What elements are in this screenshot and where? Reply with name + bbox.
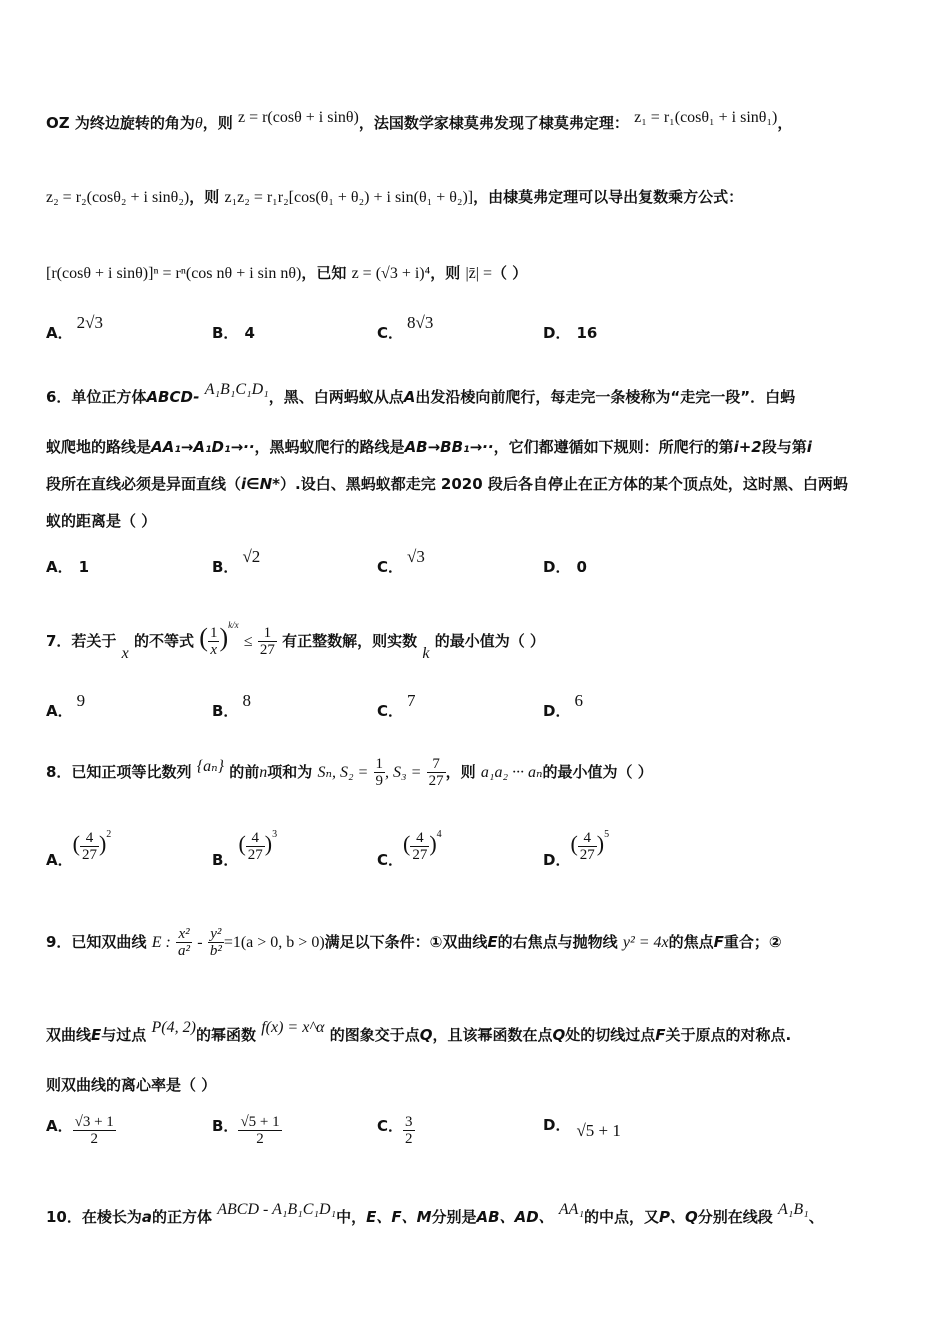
q10-text: 的正方体	[152, 1208, 213, 1226]
option-fraction	[246, 830, 265, 863]
q5-text: ，则	[189, 188, 220, 206]
numerator: √5 + 1	[240, 1114, 280, 1130]
option-value: 8√3	[407, 313, 434, 332]
conjugate-modulus: |z̄| =	[465, 265, 492, 282]
option-value: 8	[242, 691, 251, 710]
q6-text: ）.设白、黑蚂蚁都走完 2020 段后各自停止在正方体的某个顶点处，这时黑、白两蚂	[280, 475, 848, 493]
q9-text: 的图象交于点	[329, 1026, 420, 1044]
option-label: A．	[46, 702, 73, 720]
index-domain: i∈N*	[241, 475, 281, 493]
numerator: 4	[246, 830, 265, 847]
q6-text: 段与第	[761, 438, 807, 456]
q8-text: 的最小值为（ ）	[542, 763, 653, 781]
denominator: 27	[247, 847, 263, 863]
q5-text: OZ 为终边旋转的角为	[46, 114, 195, 132]
sequence: {aₙ}	[196, 758, 224, 775]
q6-options	[46, 547, 906, 596]
q6-text: 蚁爬地的路线是	[46, 438, 152, 456]
q5-text: ，	[777, 114, 793, 132]
midpoints: E、F、M	[366, 1208, 432, 1226]
option-value: 2√3	[76, 313, 103, 332]
focus-f: F	[713, 933, 724, 951]
edge-aa1: AA₁	[558, 1201, 584, 1218]
numerator: y²	[208, 926, 224, 943]
option-value: 9	[76, 691, 86, 710]
z2-formula: z₂ = r₂(cosθ₂ + i sinθ₂)	[46, 189, 190, 206]
q5-text: ，则	[202, 114, 233, 132]
point-a: A	[403, 388, 416, 406]
q8-options	[46, 830, 906, 880]
cube-top-face: A₁B₁C₁D₁	[204, 381, 269, 398]
option-label: A．	[46, 558, 73, 576]
option-a[interactable]	[46, 691, 86, 721]
denominator: 2	[405, 1131, 413, 1147]
black-ant-path: AB→BB₁→··	[404, 438, 494, 456]
option-fraction	[73, 1114, 116, 1147]
q5-options	[46, 313, 906, 362]
q8-text: 项和为	[267, 763, 313, 781]
minus-sign: -	[197, 934, 203, 951]
q5-text: ，则	[430, 264, 461, 282]
option-a[interactable]	[46, 1114, 116, 1147]
option-label: A．	[46, 1117, 73, 1135]
paren: )	[264, 831, 273, 856]
q10-text: 、	[808, 1208, 824, 1226]
q9-line-2	[46, 1019, 910, 1047]
q9-text: 的右焦点与抛物线	[497, 933, 618, 951]
de-moivre-product-formula: z₁z₂ = r₁r₂[cos(θ₁ + θ₂) + i sin(θ₁ + θ₂)]	[224, 189, 474, 206]
q6-line-4	[46, 510, 910, 532]
option-label: D．	[543, 851, 571, 869]
relation: ≤	[243, 633, 253, 650]
edges: AB、AD、	[476, 1208, 554, 1226]
option-b[interactable]	[212, 691, 251, 721]
q6-line-2	[46, 436, 910, 458]
numerator: 7	[427, 756, 446, 773]
option-label: B．	[212, 324, 239, 342]
option-label: D．	[543, 702, 571, 720]
denominator: 27	[412, 847, 428, 863]
q10-line	[46, 1201, 910, 1229]
q9-text: 重合；②	[723, 933, 782, 951]
option-fraction	[578, 830, 597, 863]
paren: (	[570, 831, 578, 856]
exponent: 3	[272, 829, 278, 840]
q9-text: ，且该幂函数在点	[432, 1026, 553, 1044]
variable-k: k	[422, 645, 430, 662]
option-value: √5 + 1	[576, 1121, 621, 1140]
q10-text: 中，	[336, 1208, 367, 1226]
q6-line-3	[46, 473, 910, 495]
q9-text: 9．已知双曲线	[46, 933, 147, 951]
segment-a1b1: A₁B₁	[778, 1201, 809, 1218]
q9-text: 与过点	[101, 1026, 147, 1044]
theta-symbol: θ	[194, 115, 203, 132]
option-c[interactable]	[377, 313, 434, 343]
option-label: C．	[377, 324, 404, 342]
q5-text: ，法国数学家棣莫弗发现了棣莫弗定理：	[358, 114, 629, 132]
q9-text: 的焦点	[668, 933, 714, 951]
paren: (	[403, 831, 411, 856]
option-c[interactable]	[377, 547, 425, 577]
cube-name: ABCD-	[146, 388, 200, 406]
paren: (	[199, 623, 208, 652]
focus-f: F	[655, 1026, 666, 1044]
point-p: P(4, 2)	[151, 1019, 196, 1036]
q10-text: 10．在棱长为	[46, 1208, 142, 1226]
option-value: 1	[78, 558, 90, 576]
q10-text: 分别是	[431, 1208, 477, 1226]
option-c[interactable]	[377, 691, 416, 721]
rhs-fraction	[258, 625, 277, 658]
q6-text: ，它们都遵循如下规则：所爬行的第	[493, 438, 734, 456]
numerator: 4	[80, 830, 99, 847]
paren: )	[98, 831, 107, 856]
denominator: 2	[256, 1131, 264, 1147]
denominator: 27	[259, 642, 275, 658]
exponent: 5	[604, 829, 610, 840]
q6-line-1	[46, 381, 910, 409]
option-a[interactable]	[46, 313, 103, 343]
partial-sums: Sₙ, S₂ =	[317, 764, 369, 781]
option-b[interactable]	[212, 547, 261, 577]
paren: )	[219, 623, 229, 652]
parabola-formula: y² = 4x	[622, 934, 669, 951]
option-d[interactable]	[543, 1114, 621, 1140]
option-label: C．	[377, 1117, 404, 1135]
power-formula: [r(cosθ + i sinθ)]ⁿ = rⁿ(cos nθ + i sin nθ)	[46, 265, 302, 282]
option-value: √2	[242, 547, 261, 566]
option-d[interactable]	[543, 829, 610, 869]
q8-text: ，则	[445, 763, 476, 781]
option-label: D．	[543, 558, 571, 576]
q9-text: 双曲线	[46, 1026, 92, 1044]
option-c[interactable]	[377, 829, 442, 869]
q7-options	[46, 691, 906, 740]
variable-x: x	[121, 645, 129, 662]
option-value: 6	[574, 691, 583, 710]
option-a[interactable]	[46, 829, 112, 869]
option-label: D．	[543, 1116, 571, 1134]
q6-text: 6．单位正方体	[46, 388, 147, 406]
q8-text: 的前	[229, 763, 260, 781]
option-label: C．	[377, 851, 404, 869]
q9-line-3	[46, 1074, 910, 1096]
q7-text: 的最小值为（ ）	[434, 632, 545, 650]
q10-text: 分别在线段	[697, 1208, 773, 1226]
z1-formula: z₁ = r₁(cosθ₁ + i sinθ₁)	[634, 109, 778, 126]
option-d[interactable]	[543, 556, 587, 577]
q6-text: ，黑蚂蚁爬行的路线是	[254, 438, 405, 456]
base-fraction	[208, 625, 220, 658]
denominator: 27	[428, 773, 444, 789]
polar-form-formula: z = r(cosθ + i sinθ)	[237, 109, 359, 126]
hyperbola-name: E	[487, 933, 498, 951]
exponent: 2	[106, 829, 112, 840]
white-ant-path: AA₁→A₁D₁→··	[151, 438, 255, 456]
paren: )	[596, 831, 605, 856]
q6-text: 段所在直线必须是异面直线（	[46, 475, 242, 493]
q7-text: 有正整数解，则实数	[282, 632, 418, 650]
option-c[interactable]	[377, 1114, 415, 1147]
q5-line-1	[46, 109, 910, 135]
option-label: B．	[212, 851, 239, 869]
numerator: √3 + 1	[74, 1114, 114, 1130]
segment-index: i	[806, 438, 812, 456]
q9-options	[46, 1114, 906, 1164]
option-value: 16	[576, 324, 598, 342]
answer-blank: （ ）	[491, 264, 528, 282]
option-fraction	[403, 1114, 415, 1147]
y-term	[208, 926, 224, 959]
denominator: 27	[81, 847, 97, 863]
q9-text: 的幂函数	[195, 1026, 256, 1044]
partial-sums: , S₃ =	[385, 764, 422, 781]
q8-text: 8．已知正项等比数列	[46, 763, 192, 781]
denominator: 2	[90, 1131, 98, 1147]
numerator: 3	[405, 1114, 413, 1130]
denominator: a²	[178, 943, 191, 959]
option-b[interactable]	[212, 322, 255, 343]
point-q: Q	[552, 1026, 566, 1044]
q9-text: 满足以下条件：①双曲线	[324, 933, 488, 951]
q5-text: ，由棣莫弗定理可以导出复数乘方公式：	[473, 188, 744, 206]
option-value: √3	[407, 547, 425, 566]
hyperbola-name: E	[91, 1026, 102, 1044]
paren: (	[72, 831, 80, 856]
option-label: D．	[543, 324, 571, 342]
s2-fraction	[374, 756, 386, 789]
option-label: B．	[212, 702, 239, 720]
option-label: B．	[212, 1117, 239, 1135]
option-label: C．	[377, 702, 404, 720]
denominator: x	[210, 642, 218, 658]
q6-text: 蚁的距离是（ ）	[46, 512, 157, 530]
denominator: 9	[375, 773, 384, 789]
option-d[interactable]	[543, 691, 583, 721]
option-a[interactable]	[46, 556, 89, 577]
q5-line-3	[46, 262, 910, 285]
q7-text: 的不等式	[134, 632, 195, 650]
numerator: 4	[578, 830, 597, 847]
option-label: A．	[46, 851, 73, 869]
cube-name: ABCD - A₁B₁C₁D₁	[217, 1201, 337, 1218]
q9-text: 则双曲线的离心率是（ ）	[46, 1076, 217, 1094]
paren: )	[429, 831, 437, 856]
paren: (	[238, 831, 246, 856]
s3-fraction	[427, 756, 446, 789]
q9-text: 关于原点的对称点.	[665, 1026, 792, 1044]
q6-text: 出发沿棱向前爬行，每走完一条棱称为“走完一段”．白蚂	[415, 388, 796, 406]
given-z-formula: z = (√3 + i)⁴	[351, 265, 431, 282]
option-b[interactable]	[212, 829, 278, 869]
numerator: 1	[209, 625, 218, 641]
hyperbola-name: E :	[151, 934, 171, 951]
numerator: 1	[258, 625, 277, 642]
q6-text: ，黑、白两蚂蚁从点	[268, 388, 404, 406]
power-function: f(x) = x^α	[261, 1019, 325, 1036]
option-label: B．	[212, 558, 239, 576]
option-fraction	[80, 830, 99, 863]
edge-length: a	[141, 1208, 152, 1226]
numerator: x²	[176, 926, 192, 943]
hyperbola-condition: =1(a > 0, b > 0)	[223, 934, 325, 951]
q10-text: 的中点，又	[584, 1208, 660, 1226]
product-expression: a₁a₂ ··· aₙ	[480, 764, 543, 781]
q5-line-2	[46, 186, 910, 209]
numerator: 1	[375, 756, 384, 772]
denominator: 27	[579, 847, 595, 863]
option-fraction	[238, 1114, 281, 1147]
option-b[interactable]	[212, 1114, 282, 1147]
option-fraction	[410, 830, 429, 863]
x-term	[176, 926, 192, 959]
option-label: A．	[46, 324, 73, 342]
numerator: 4	[410, 830, 429, 847]
exponent: k/x	[228, 620, 239, 630]
q9-line-1	[46, 920, 910, 970]
q9-text: 处的切线过点	[565, 1026, 656, 1044]
q7-line	[46, 620, 910, 664]
q8-line	[46, 752, 910, 796]
option-value: 0	[576, 558, 587, 576]
q5-text: ，已知	[301, 264, 347, 282]
option-value: 4	[244, 324, 255, 342]
exponent: 4	[436, 829, 442, 840]
points-pq: P、Q	[659, 1208, 698, 1226]
option-value: 7	[407, 691, 416, 710]
option-label: C．	[377, 558, 404, 576]
point-q: Q	[419, 1026, 433, 1044]
segment-index: i+2	[733, 438, 762, 456]
variable-n: n	[259, 764, 268, 781]
q7-text: 7．若关于	[46, 632, 117, 650]
option-d[interactable]	[543, 322, 597, 343]
denominator: b²	[209, 943, 222, 959]
